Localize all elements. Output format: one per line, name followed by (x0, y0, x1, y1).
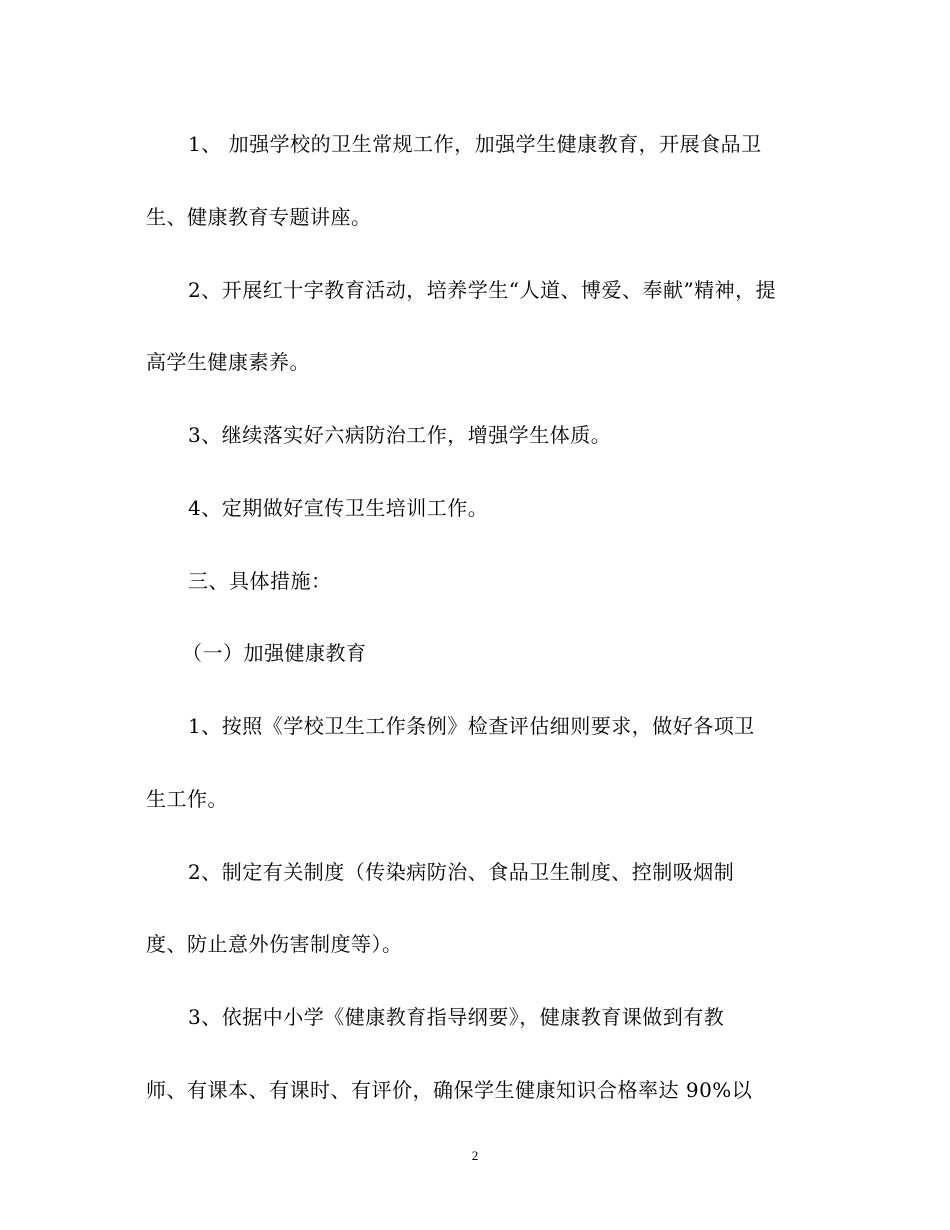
paragraph-line: 师、有课本、有课时、有评价，确保学生健康知识合格率达 90%以 (146, 1078, 753, 1102)
paragraph-line: 生工作。 (146, 787, 228, 811)
section-heading: 三、具体措施： (188, 569, 332, 593)
paragraph-line: 3、依据中小学《健康教育指导纲要》，健康教育课做到有教 (188, 1005, 725, 1029)
paragraph-line: 生、健康教育专题讲座。 (146, 205, 372, 229)
paragraph-line: 度、防止意外伤害制度等）。 (146, 932, 403, 956)
page-number: 2 (471, 1148, 479, 1163)
paragraph-line: 高学生健康素养。 (146, 350, 310, 374)
paragraph-line: 1、按照《学校卫生工作条例》检查评估细则要求，做好各项卫 (188, 714, 755, 738)
paragraph-line: 3、继续落实好六病防治工作，增强学生体质。 (188, 423, 612, 447)
subsection-heading: （一）加强健康教育 (182, 641, 367, 665)
paragraph-line: 4、定期做好宣传卫生培训工作。 (188, 496, 489, 520)
paragraph-line: 2、制定有关制度（传染病防治、食品卫生制度、控制吸烟制 (188, 860, 735, 884)
paragraph-line: 1、 加强学校的卫生常规工作，加强学生健康教育，开展食品卫 (188, 132, 762, 156)
paragraph-line: 2、开展红十字教育活动，培养学生“人道、博爱、奉献”精神，提 (188, 278, 777, 302)
